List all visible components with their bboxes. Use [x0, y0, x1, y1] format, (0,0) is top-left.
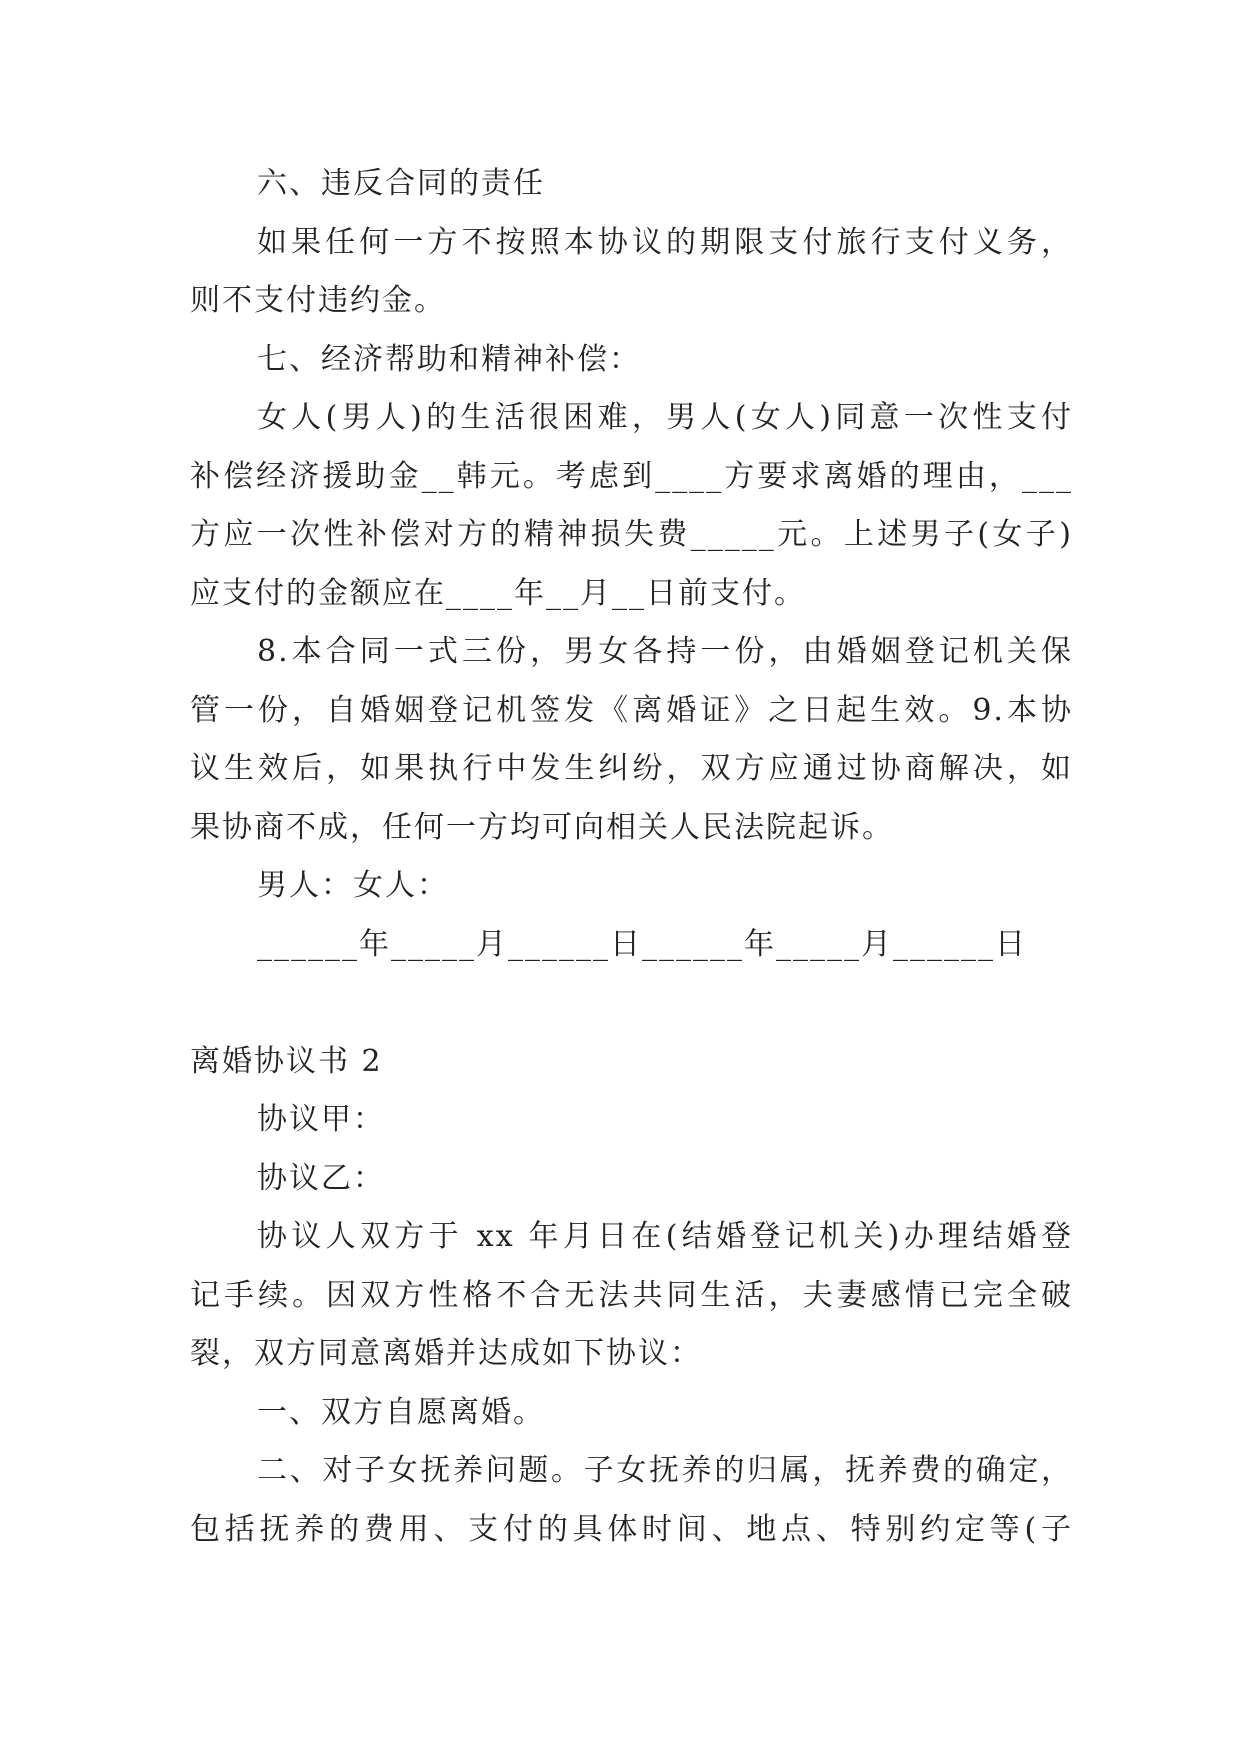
clause-7-text-line: 补偿经济援助金__韩元。考虑到____方要求离婚的理由，___: [190, 458, 1073, 494]
preamble-line: 记手续。因双方性格不合无法共同生活，夫妻感情已完全破: [190, 1277, 1073, 1313]
clause-7-text-line: 应支付的金额应在____年__月__日前支付。: [190, 575, 806, 611]
agreement-2-title: 离婚协议书 2: [190, 1043, 383, 1079]
clause-7-heading: 七、经济帮助和精神补偿：: [257, 341, 641, 377]
item-2-line: 包括抚养的费用、支付的具体时间、地点、特别约定等(子: [190, 1511, 1073, 1547]
clause-6-text-line: 如果任何一方不按照本协议的期限支付旅行支付义务，: [257, 224, 1073, 260]
clause-8-9-text-line: 议生效后，如果执行中发生纠纷，双方应通过协商解决，如: [190, 751, 1073, 786]
item-1: 一、双方自愿离婚。: [257, 1394, 545, 1430]
preamble-line: 裂，双方同意离婚并达成如下协议：: [190, 1336, 702, 1371]
date-line: ______年_____月______日______年_____月______日: [257, 926, 1027, 962]
section-spacer: [190, 974, 1073, 1033]
document-body: [190, 155, 1073, 1559]
clause-6-heading: 六、违反合同的责任: [257, 166, 545, 201]
item-2-line: 二、对子女抚养问题。子女抚养的归属，抚养费的确定，: [257, 1453, 1073, 1488]
clause-7-text-line: 女人(男人)的生活很困难，男人(女人)同意一次性支付: [257, 400, 1073, 435]
clause-8-9-text-line: 果协商不成，任何一方均可向相关人民法院起诉。: [190, 809, 894, 845]
clause-7-text-line: 方应一次性补偿对方的精神损失费_____元。上述男子(女子): [190, 517, 1073, 552]
clause-8-9-text-line: 管一份，自婚姻登记机签发《离婚证》之日起生效。9.本协: [190, 692, 1073, 728]
signature-line: 男人：女人：: [257, 868, 449, 903]
party-a-label: 协议甲：: [257, 1102, 385, 1137]
party-b-label: 协议乙：: [257, 1160, 385, 1196]
clause-6-text-line: 则不支付违约金。: [190, 283, 446, 318]
clause-8-9-text-line: 8.本合同一式三份，男女各持一份，由婚姻登记机关保: [257, 634, 1073, 669]
preamble-line: 协议人双方于 xx 年月日在(结婚登记机关)办理结婚登: [257, 1219, 1073, 1254]
